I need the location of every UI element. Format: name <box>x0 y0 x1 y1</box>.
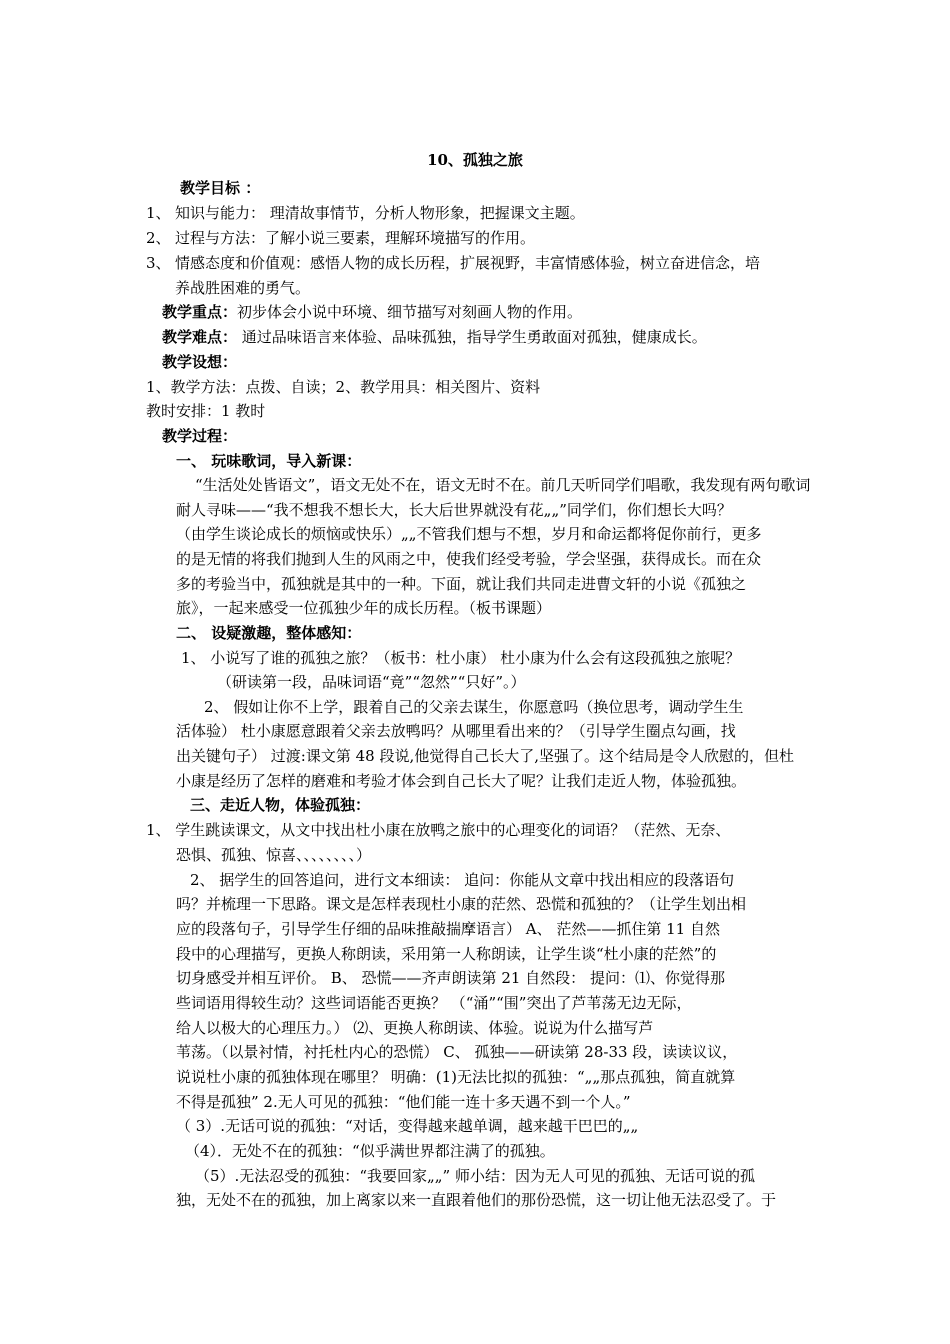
design-line: 1、教学方法：点拨、自读；2、教学用具：相关图片、资料 <box>146 378 541 396</box>
goal-1-text: 知识与能力： 理清故事情节，分析人物形象，把握课文主题。 <box>175 204 585 222</box>
section-1-line: 多的考验当中，孤独就是其中的一种。下面，就让我们共同走进曹文轩的小说《孤独之 <box>176 575 747 593</box>
document-title: 10、孤独之旅 <box>427 151 523 169</box>
section-3-line: （4）．无处不在的孤独：“似乎满世界都注满了的孤独。 <box>185 1142 555 1160</box>
difficulty-label: 教学难点： <box>162 328 238 346</box>
section-3-line: 段中的心理描写，更换人称朗读，采用第一人称朗读，让学生谈“杜小康的茫然”的 <box>176 945 717 963</box>
section-1-line: 的是无情的将我们抛到人生的风雨之中，使我们经受考验，学会坚强，获得成长。而在众 <box>176 550 762 568</box>
section-2-line: （研读第一段，品味词语“竟”“忽然”“只好”。） <box>217 673 526 691</box>
section-2-heading: 二、 设疑激趣，整体感知： <box>176 624 362 642</box>
section-3-line: 苇荡。（以景衬情，衬托杜内心的恐慌） C、 孤独——研读第 28-33 段，读读议议， <box>176 1043 738 1061</box>
goals-heading: 教学目标 ： <box>180 179 261 197</box>
key-point-text: 初步体会小说中环境、细节描写对刻画人物的作用。 <box>237 303 583 321</box>
section-1-line: “生活处处皆语文”，语文无处不在，语文无时不在。前几天听同学们唱歌，我发现有两句歌词 <box>195 476 811 494</box>
section-3-line: 应的段落句子，引导学生仔细的品味推敲揣摩语言） A、 茫然——抓住第 11 自然 <box>176 920 720 938</box>
section-3-heading: 三、走近人物，体验孤独： <box>190 796 371 814</box>
section-1-line: 耐人寻味——“我不想我不想长大，长大后世界就没有花„„”同学们，你们想长大吗？ <box>176 501 732 519</box>
goal-1-number: 1、 <box>146 204 171 222</box>
goal-3-text: 情感态度和价值观：感悟人物的成长历程，扩展视野，丰富情感体验，树立奋进信念，培 <box>175 254 761 272</box>
section-3-line: 切身感受并相互评价。 B、 恐慌——齐声朗读第 21 自然段： 提问：⑴、你觉得那 <box>176 969 725 987</box>
section-3-line: 2、 据学生的回答追问，进行文本细读： 追问：你能从文章中找出相应的段落语句 <box>190 871 735 889</box>
goal-3-continuation: 养战胜困难的勇气。 <box>175 279 311 297</box>
section-1-line: （由学生谈论成长的烦恼或快乐）„„不管我们想与不想，岁月和命运都将促你前行，更多 <box>176 525 762 543</box>
hours-line: 教时安排：1 教时 <box>146 402 266 420</box>
section-3-line: 恐惧、孤独、惊喜、、、、、、、、） <box>176 846 372 864</box>
section-2-line: 1、 小说写了谁的孤独之旅？（板书：杜小康） 杜小康为什么会有这段孤独之旅呢？ <box>181 649 741 667</box>
section-3-line: （ 3）.无话可说的孤独：“对话，变得越来越单调，越来越干巴巴的„„ <box>176 1117 639 1135</box>
section-2-line: 小康是经历了怎样的磨难和考验才体会到自己长大了呢？让我们走近人物，体验孤独。 <box>176 772 747 790</box>
section-2-line: 2、 假如让你不上学，跟着自己的父亲去谋生，你愿意吗（换位思考，调动学生生 <box>204 698 744 716</box>
section-2-line: 活体验） 杜小康愿意跟着父亲去放鸭吗？从哪里看出来的？（引导学生圈点勾画，找 <box>176 722 736 740</box>
process-heading: 教学过程： <box>162 427 238 445</box>
section-3-line: 独，无处不在的孤独，加上离家以来一直跟着他们的那份恐慌，这一切让他无法忍受了。于 <box>176 1191 777 1209</box>
section-3-line: 给人以极大的心理压力。） ⑵、更换人称朗读、体验。说说为什么描写芦 <box>176 1019 654 1037</box>
section-3-line: （5）.无法忍受的孤独：“我要回家„„” 师小结：因为无人可见的孤独、无话可说的孤 <box>195 1167 755 1185</box>
section-2-line: 出关键句子） 过渡:课文第 48 段说,他觉得自己长大了,坚强了。这个结局是令人欣慰的，但杜 <box>176 747 794 765</box>
goal-3-number: 3、 <box>146 254 171 272</box>
section-3-line: 不得是孤独” 2.无人可见的孤独：“他们能一连十多天遇不到一个人。” <box>176 1093 631 1111</box>
key-point-label: 教学重点： <box>162 303 238 321</box>
section-3-line: 1、 学生跳读课文，从文中找出杜小康在放鸭之旅中的心理变化的词语？（茫然、无奈、 <box>146 821 731 839</box>
difficulty-text: 通过品味语言来体验、品味孤独，指导学生勇敢面对孤独，健康成长。 <box>237 328 707 346</box>
section-3-line: 吗？并梳理一下思路。课文是怎样表现杜小康的茫然、恐慌和孤独的？（让学生划出相 <box>176 895 747 913</box>
section-1-line: 旅》，一起来感受一位孤独少年的成长历程。（板书课题） <box>176 599 552 617</box>
goal-2-number: 2、 <box>146 229 171 247</box>
design-heading: 教学设想： <box>162 353 238 371</box>
section-3-line: 说说杜小康的孤独体现在哪里？ 明确：(1)无法比拟的孤独：“„„那点孤独，简直就算 <box>176 1068 736 1086</box>
difficulty <box>162 327 707 347</box>
section-1-heading: 一、 玩味歌词，导入新课： <box>176 452 362 470</box>
section-3-line: 些词语用得较生动？这些词语能否更换？ （“涌”“围”突出了芦苇荡无边无际， <box>176 994 692 1012</box>
key-point <box>162 302 582 322</box>
goal-2-text: 过程与方法：了解小说三要素，理解环境描写的作用。 <box>175 229 536 247</box>
